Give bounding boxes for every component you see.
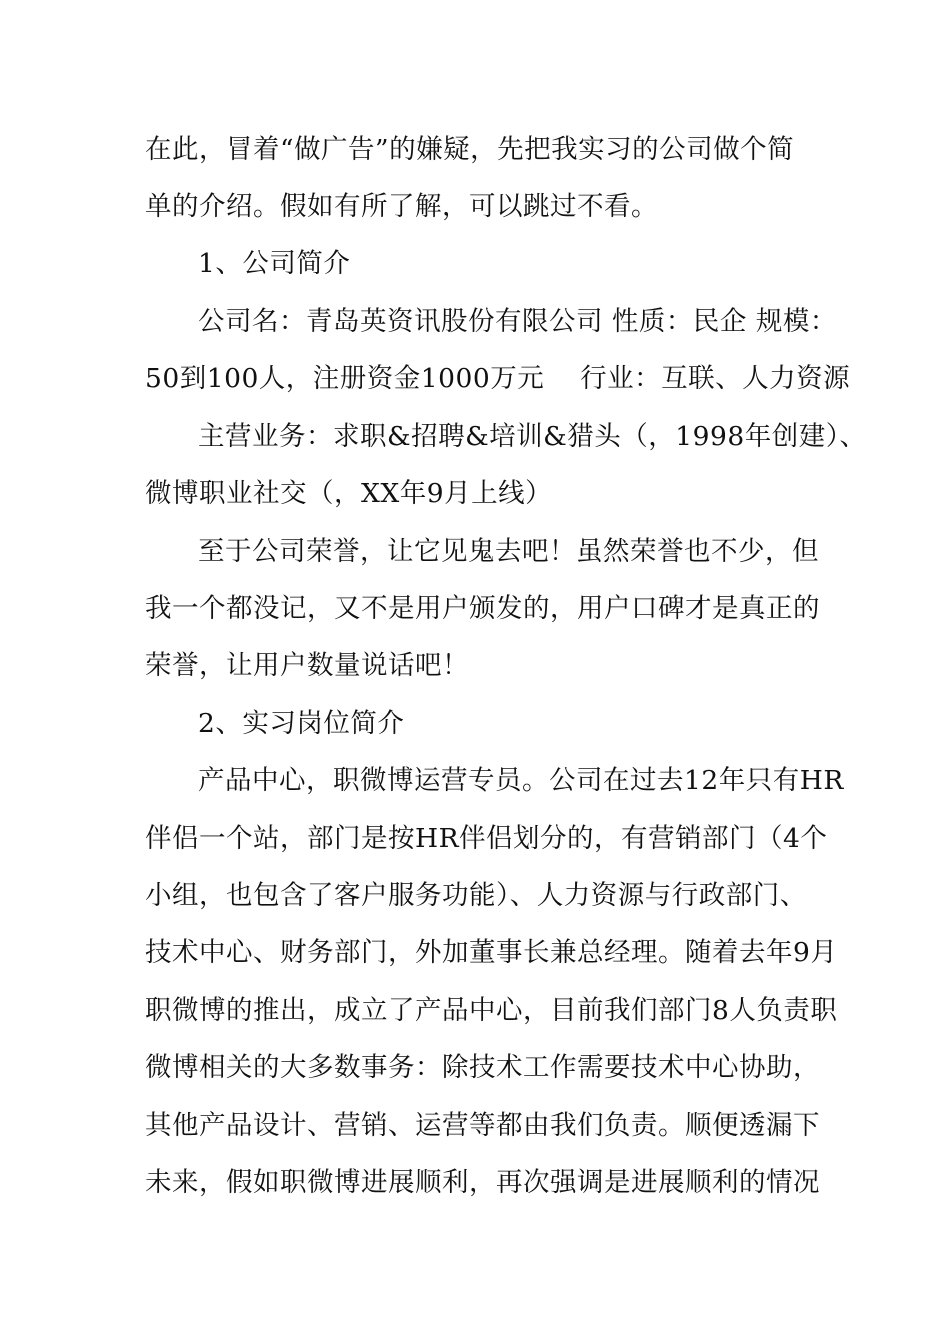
paragraph-line: 至于公司荣誉，让它见鬼去吧！虽然荣誉也不少，但 [198,536,819,567]
paragraph-line: 微博相关的大多数事务：除技术工作需要技术中心协助， [145,1052,820,1083]
paragraph-line: 职微博的推出，成立了产品中心，目前我们部门8人负责职 [145,995,838,1026]
paragraph-line: 50到100人，注册资金1000万元 行业：互联、人力资源 [145,363,851,394]
paragraph-line: 单的介绍。假如有所了解，可以跳过不看。 [145,191,658,222]
section-heading-internship-intro: 2、实习岗位简介 [198,708,405,739]
paragraph-line: 产品中心，职微博运营专员。公司在过去12年只有HR [198,765,844,796]
paragraph-line: 在此，冒着“做广告”的嫌疑，先把我实习的公司做个简 [145,134,795,165]
paragraph-line: 小组，也包含了客户服务功能）、人力资源与行政部门、 [145,880,807,911]
paragraph-line: 公司名：青岛英资讯股份有限公司 性质：民企 规模： [198,306,837,337]
paragraph-line: 荣誉，让用户数量说话吧！ [145,650,469,681]
paragraph-line: 技术中心、财务部门，外加董事长兼总经理。随着去年9月 [145,937,838,968]
section-heading-company-intro: 1、公司简介 [198,248,351,279]
paragraph-line: 微博职业社交（，XX年9月上线） [145,478,553,509]
paragraph-line: 伴侣一个站，部门是按HR伴侣划分的，有营销部门（4个 [145,823,828,854]
paragraph-line: 其他产品设计、营销、运营等都由我们负责。顺便透漏下 [145,1110,820,1141]
paragraph-line: 主营业务：求职&招聘&培训&猎头（，1998年创建）、 [198,421,867,452]
paragraph-line: 未来，假如职微博进展顺利，再次强调是进展顺利的情况 [145,1167,820,1198]
paragraph-line: 我一个都没记，又不是用户颁发的，用户口碑才是真正的 [145,593,820,624]
